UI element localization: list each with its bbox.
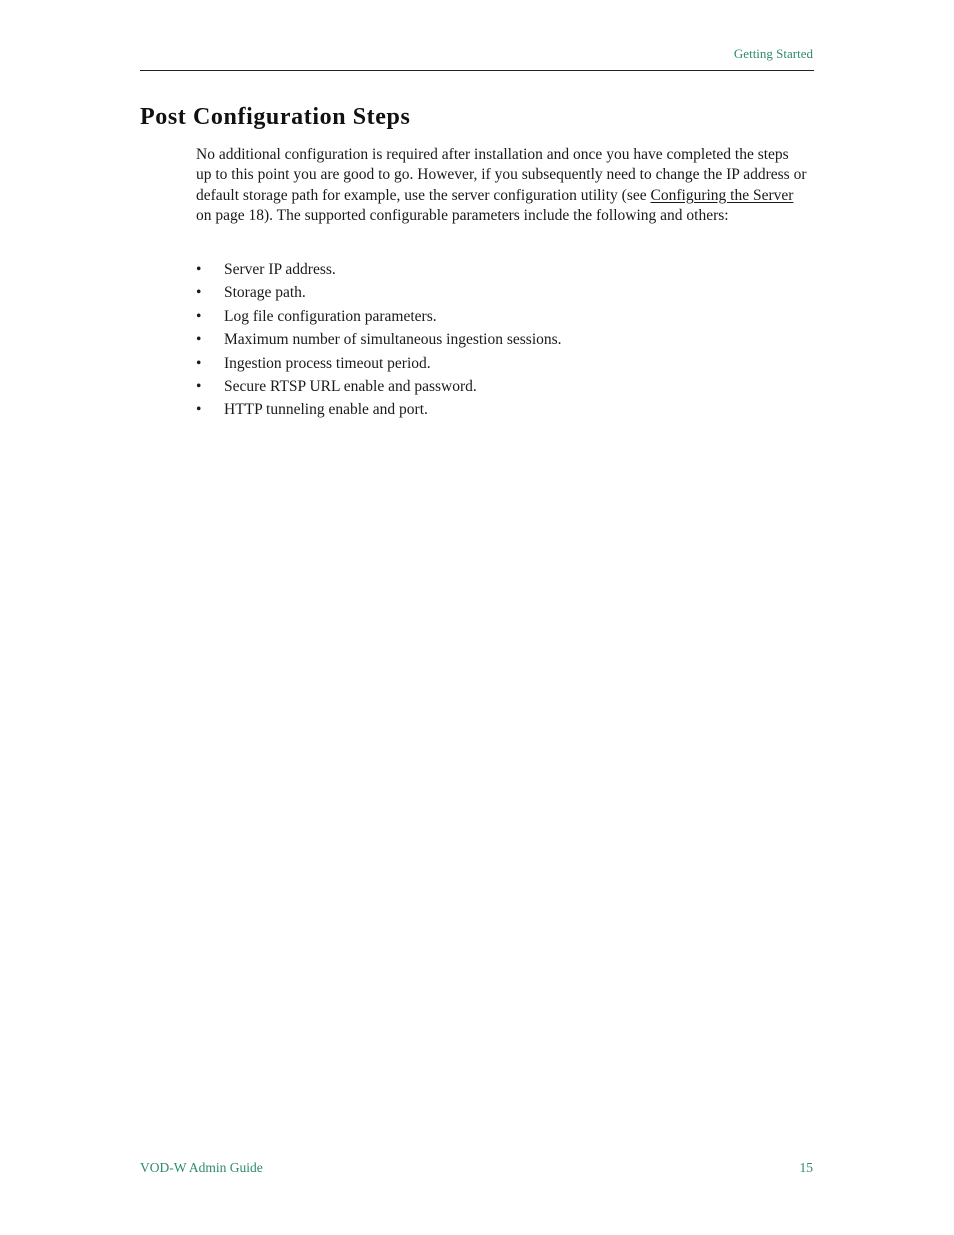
list-item — [196, 281, 562, 304]
list-item — [196, 258, 562, 281]
bullet-icon: • — [196, 377, 202, 395]
footer-guide-title: VOD-W Admin Guide — [140, 1160, 263, 1175]
bullet-icon: • — [196, 284, 202, 302]
running-header: Getting Started — [733, 46, 813, 61]
bullet-icon: • — [196, 354, 202, 372]
body-paragraph — [196, 145, 808, 227]
paragraph-text-after-link: on page 18). The supported configurable parameters include the following and others: — [196, 207, 729, 225]
section-title: Post Configuration Steps — [140, 104, 411, 130]
list-item-text: Ingestion process timeout period. — [224, 354, 431, 372]
paragraph-text-before-link: No additional configuration is required after installation and once you have completed the steps up to this point you are good to go. However, if you subsequently need to change the IP address or default storage path for example, use the server configuration utility (see — [196, 146, 807, 204]
list-item — [196, 375, 562, 398]
bullet-icon: • — [196, 261, 202, 278]
list-item-text: Maximum number of simultaneous ingestion sessions. — [224, 331, 562, 349]
header-rule — [140, 70, 814, 71]
list-item — [196, 328, 562, 351]
list-item-text: Secure RTSP URL enable and password. — [224, 377, 477, 395]
list-item-text: Storage path. — [224, 284, 306, 302]
list-item-text: Server IP address. — [224, 261, 336, 278]
list-item — [196, 398, 562, 421]
bullet-icon: • — [196, 307, 202, 325]
list-item — [196, 352, 562, 375]
list-item — [196, 305, 562, 328]
bullet-icon: • — [196, 401, 202, 419]
footer-page-number: 15 — [799, 1160, 813, 1175]
parameter-list — [196, 258, 562, 422]
list-item-text: HTTP tunneling enable and port. — [224, 401, 428, 419]
list-item-text: Log file configuration parameters. — [224, 307, 437, 325]
configuring-server-link[interactable]: Configuring the Server — [650, 186, 794, 204]
bullet-icon: • — [196, 331, 202, 349]
